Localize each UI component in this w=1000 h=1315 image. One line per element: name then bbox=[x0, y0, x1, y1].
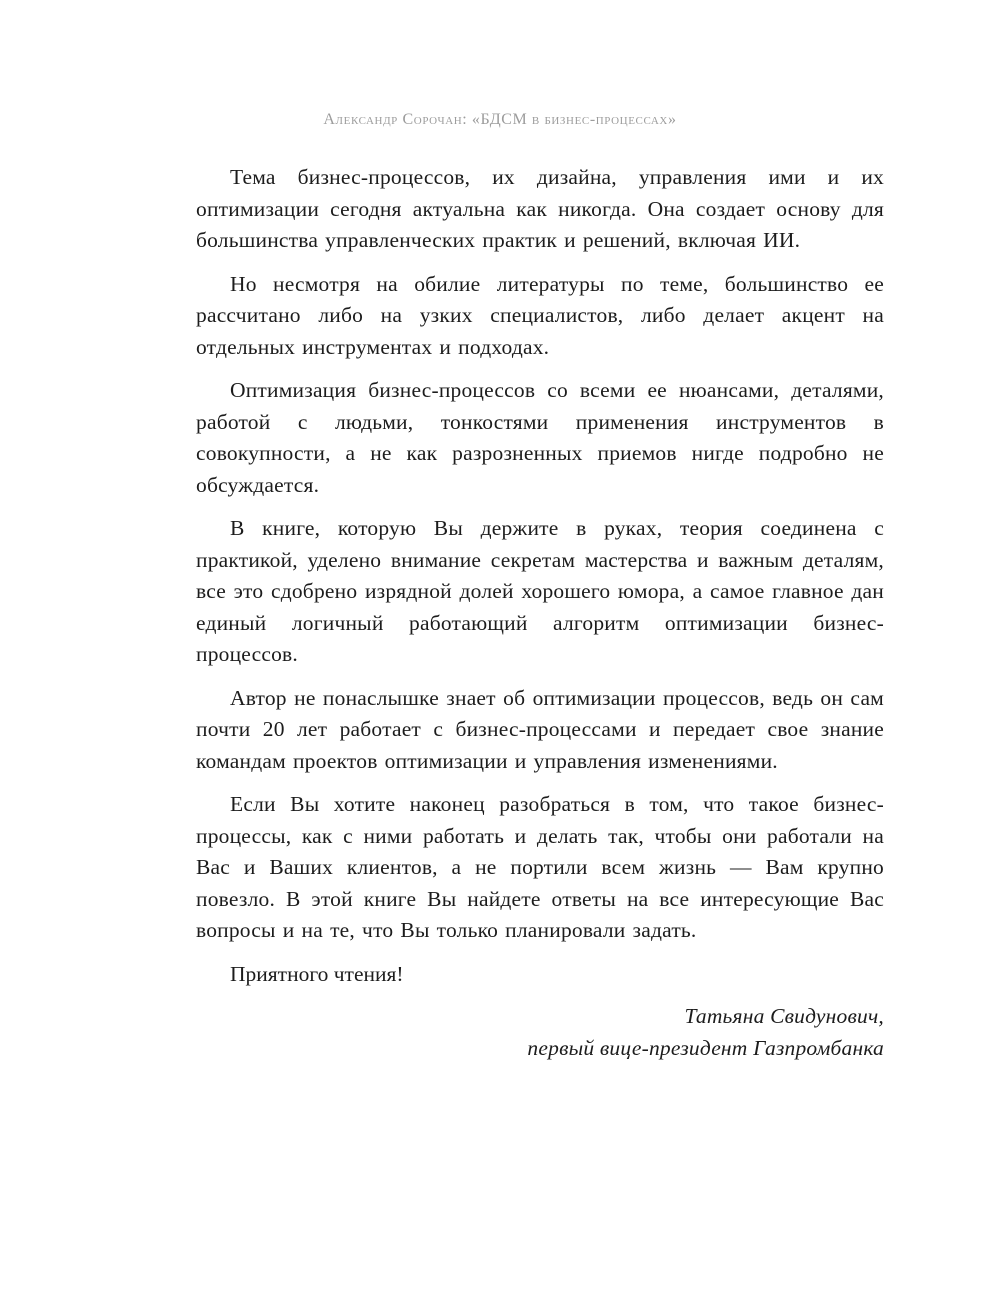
paragraph: Но несмотря на обилие литературы по теме, большинство ее рассчитано либо на узких специалистов, либо делает акцент на отдельных инструментах и подходах. bbox=[196, 271, 884, 359]
running-header: Александр Сорочан: «БДСМ в бизнес-процессах» bbox=[323, 111, 677, 128]
text-block bbox=[196, 162, 884, 1064]
paragraph: Оптимизация бизнес-процессов со всеми ее нюансами, деталями, работой с людьми, тонкостями применения инструментов в совокупности, а не как разрозненных приемов нигде подробно не обсуждается. bbox=[196, 378, 884, 497]
paragraph: Если Вы хотите наконец разобраться в том, что такое бизнес-процессы, как с ними работать и делать так, чтобы они работали на Вас и Ваших клиентов, а не портили всем жизнь — Вам крупно повезло. В этой книге Вы найдете ответы на все интересующие Вас вопросы и на те, что Вы только планировали задать. bbox=[196, 792, 884, 942]
signature-block bbox=[196, 1000, 884, 1064]
paragraph: Тема бизнес-процессов, их дизайна, управления ими и их оптимизации сегодня актуальна как никогда. Она создает основу для большинства управленческих практик и решений, включая ИИ. bbox=[196, 165, 884, 252]
signature-title: первый вице-президент Газпромбанка bbox=[527, 1036, 884, 1060]
closing-line: Приятного чтения! bbox=[230, 961, 404, 986]
signature-name: Татьяна Свидунович, bbox=[684, 1004, 884, 1028]
paragraph: Автор не понаслышке знает об оптимизации процессов, ведь он сам почти 20 лет работает с бизнес-процессами и передает свое знание командам проектов оптимизации и управления изменениями. bbox=[196, 685, 884, 773]
paragraph: В книге, которую Вы держите в руках, теория соединена с практикой, уделено внимание секретам мастерства и важным деталям, все это сдобрено изрядной долей хорошего юмора, а самое главное дан единый логичный работающий алгоритм оптимизации бизнес-процессов. bbox=[196, 516, 884, 666]
